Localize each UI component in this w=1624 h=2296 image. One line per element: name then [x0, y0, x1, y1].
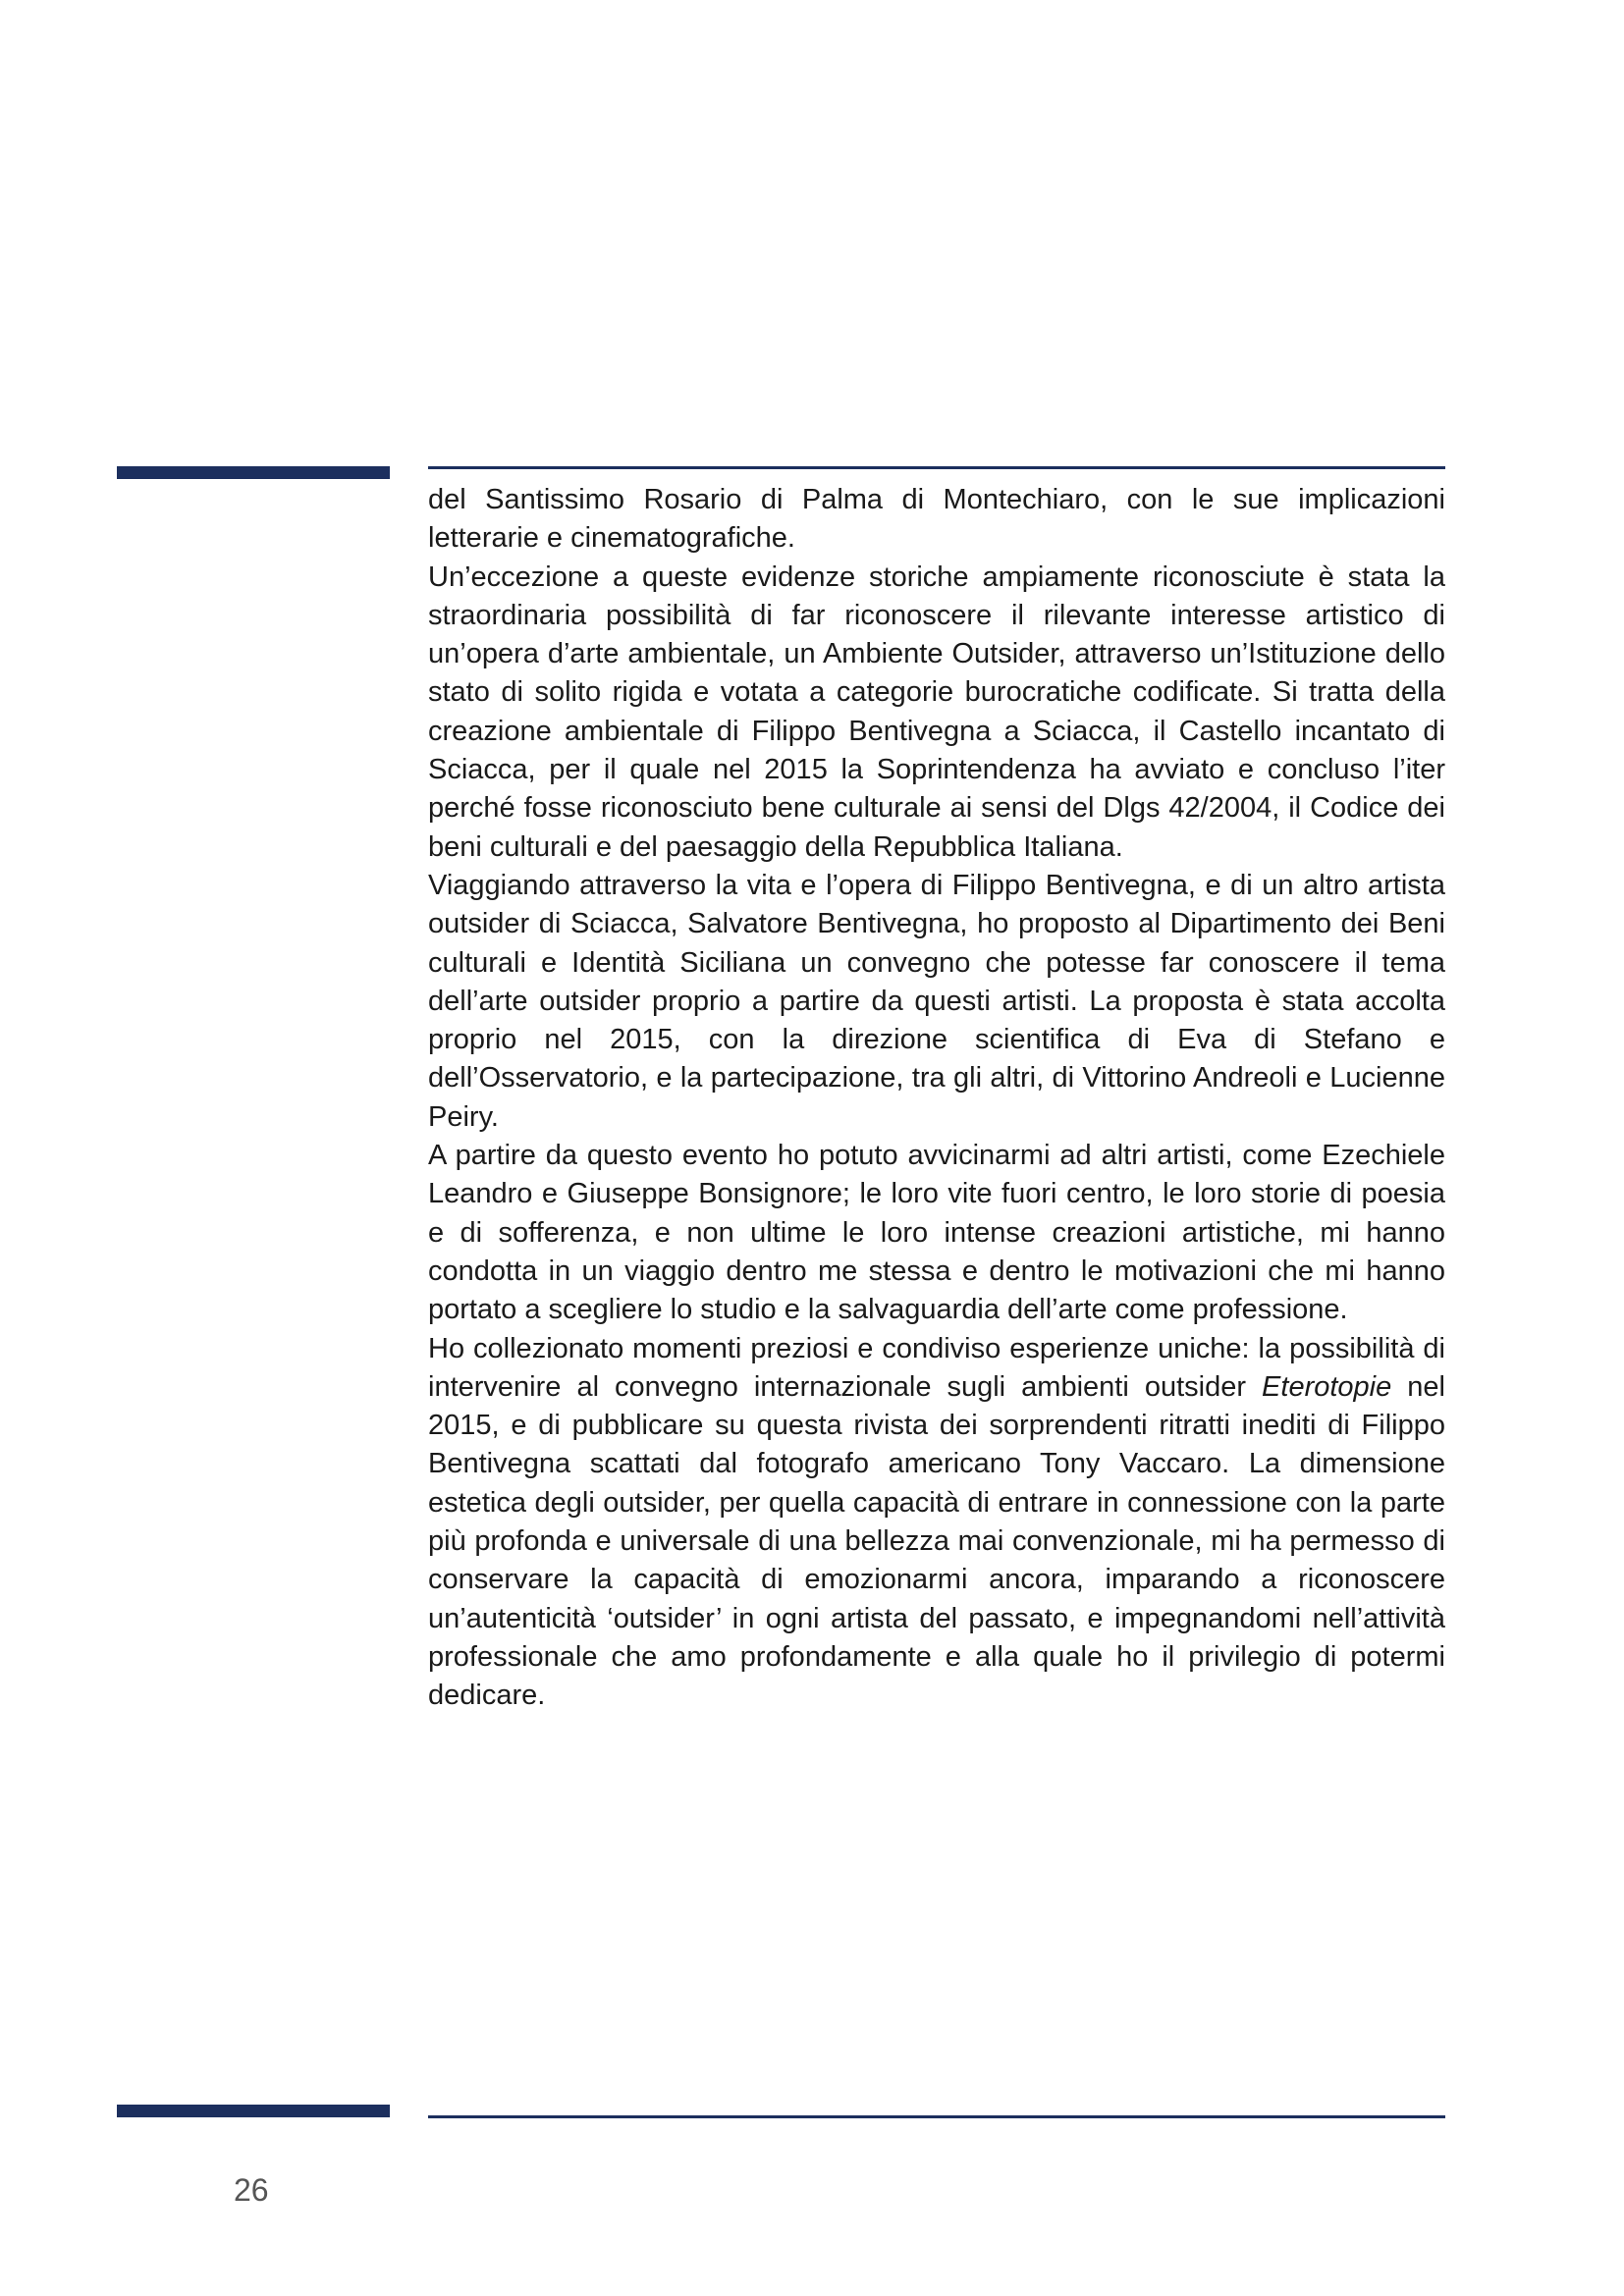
paragraph: A partire da questo evento ho potuto avvicinarmi ad altri artisti, come Ezechiele Leandro e Giuseppe Bonsignore; le loro vite fuori centro, le loro storie di poesia e di sofferenza, e non ultime le loro intense creazioni artistiche, mi hanno condotta in un viaggio dentro me stessa e dentro le motivazioni che mi hanno portato a scegliere lo studio e la salvaguardia dell’arte come professione.: [428, 1140, 1445, 1326]
paragraph-text: nel 2015, e di pubblicare su questa rivista dei sorprendenti ritratti inediti di Filippo Bentivegna scattati dal fotografo americano Tony Vaccaro. La dimensione estetica degli outsider, per quella capacità di entrare in connessione con la parte più profonda e universale di una bellezza mai convenzionale, mi ha permesso di conservare la capacità di emozionarmi ancora, imparando a riconoscere un’autenticità ‘outsider’ in ogni artista del passato, e impegnandomi nell’attività professionale che amo profondamente e alla quale ho il privilegio di potermi dedicare.: [428, 1370, 1445, 1712]
footer-rule: [428, 2115, 1445, 2118]
paragraph: Viaggiando attraverso la vita e l’opera di Filippo Bentivegna, e di un altro artista outsider di Sciacca, Salvatore Bentivegna, ho proposto al Dipartimento dei Beni culturali e Identità Siciliana un convegno che potesse far conoscere il tema dell’arte outsider proprio a partire da questi artisti. La proposta è stata accolta proprio nel 2015, con la direzione scientifica di Eva di Stefano e dell’Osservatorio, e la partecipazione, tra gli altri, di Vittorino Andreoli e Lucienne Peiry.: [428, 869, 1445, 1133]
paragraph: [428, 1330, 1445, 1716]
footer-accent-bar: [117, 2105, 390, 2117]
paragraph: Un’eccezione a queste evidenze storiche ampiamente riconosciute è stata la straordinaria possibilità di far riconoscere il rilevante interesse artistico di un’opera d’arte ambientale, un Ambiente Outsider, attraverso un’Istituzione dello stato di solito rigida e votata a categorie burocratiche codificate. Si tratta della creazione ambientale di Filippo Bentivegna a Sciacca, il Castello incantato di Sciacca, per il quale nel 2015 la Soprintendenza ha avviato e concluso l’iter perché fosse riconosciuto bene culturale ai sensi del Dlgs 42/2004, il Codice dei beni culturali e del paesaggio della Repubblica Italiana.: [428, 561, 1445, 863]
italic-title: Eterotopie: [1262, 1370, 1392, 1403]
header-rule: [428, 466, 1445, 469]
page-number: 26: [234, 2172, 269, 2208]
paragraph-text: Ho collezionato momenti preziosi e condiviso esperienze uniche: la possibilità di intervenire al convegno internazionale sugli ambienti outsider: [428, 1332, 1445, 1403]
paragraph: del Santissimo Rosario di Palma di Montechiaro, con le sue implicazioni letterarie e cinematografiche.: [428, 484, 1445, 555]
header-accent-bar: [117, 466, 390, 479]
article-body: [428, 481, 1445, 1716]
